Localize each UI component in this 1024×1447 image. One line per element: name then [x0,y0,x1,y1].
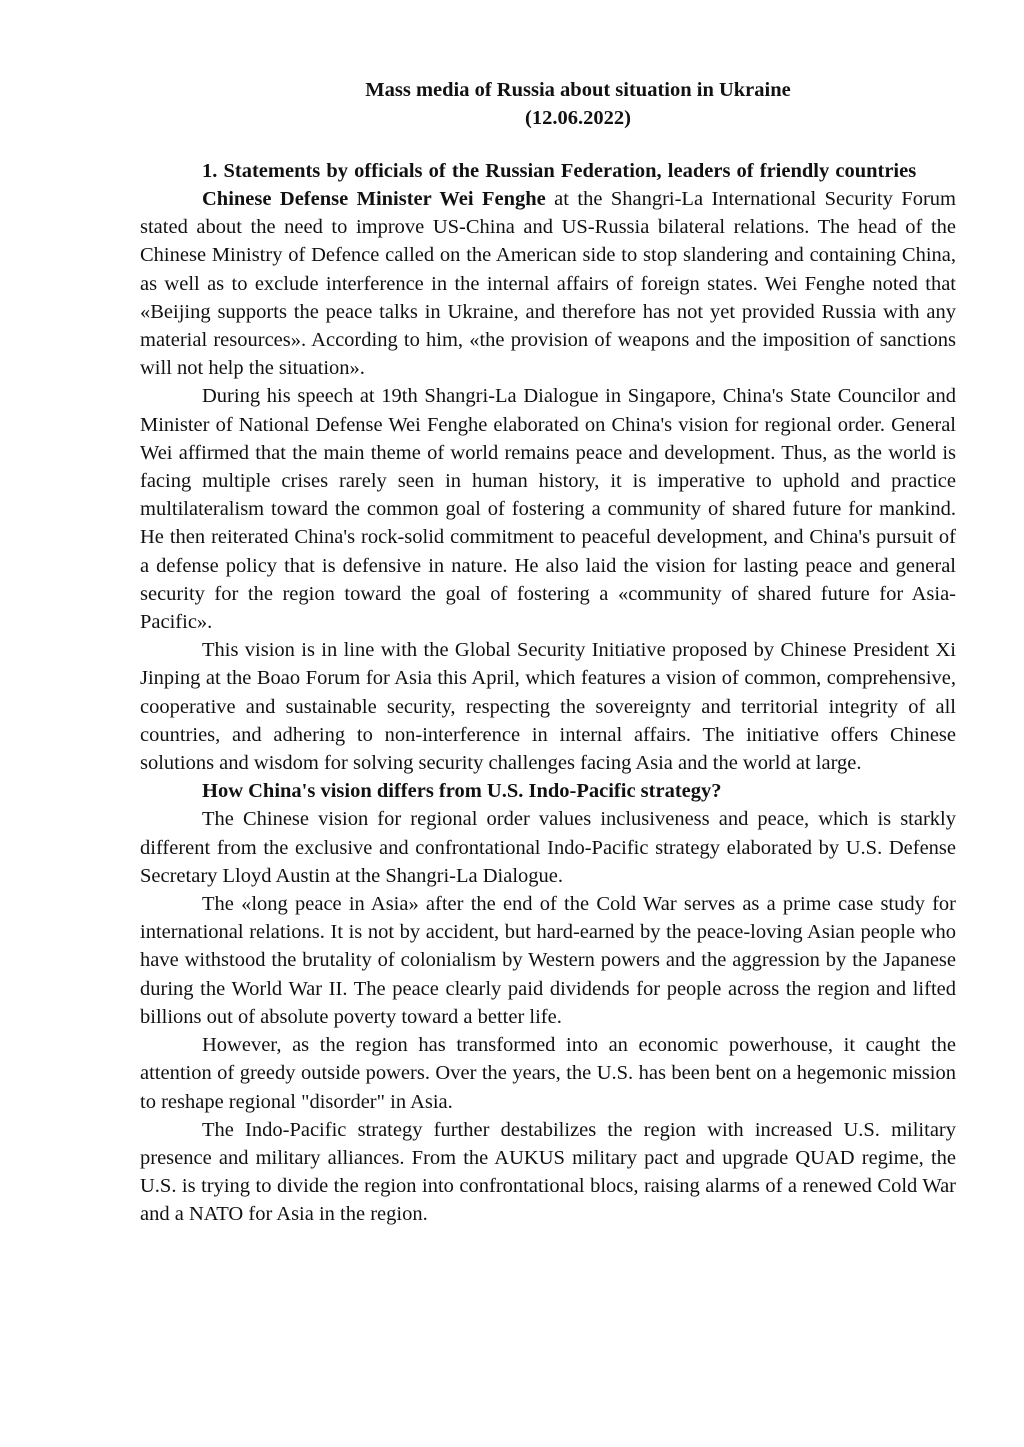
paragraph-lead: Chinese Defense Minister Wei Fenghe [202,188,546,210]
title-date: (12.06.2022) [525,107,631,129]
subheading: How China's vision differs from U.S. Indo-Pacific strategy? [202,780,722,803]
paragraph-1 [140,185,956,382]
paragraph-5: The «long peace in Asia» after the end of the Cold War serves as a prime case study for international relations. It is not by accident, but hard-earned by the peace-loving Asian people who have withstood the brutality of colonialism by Western powers and the aggression by the Japanese during the World War II. The peace clearly paid dividends for people across the region and lifted billions out of absolute poverty toward a better life. [140,893,956,1028]
paragraph-7: The Indo-Pacific strategy further destabilizes the region with increased U.S. military presence and military alliances. From the AUKUS military pact and upgrade QUAD regime, the U.S. is trying to divide the region into confrontational blocs, raising alarms of a renewed Cold War and a NATO for Asia in the region. [140,1118,956,1226]
title-line-1: Mass media of Russia about situation in Ukraine [365,79,791,101]
paragraph-1-text: at the Shangri-La International Security Forum stated about the need to improve US-China and US-Russia bilateral relations. The head of the Chinese Ministry of Defence called on the American side to stop slandering and containing China, as well as to exclude interference in the internal affairs of foreign states. Wei Fenghe noted that «Beijing supports the peace talks in Ukraine, and therefore has not yet provided Russia with any material resources». According to him, «the provision of weapons and the imposition of sanctions will not help the situation». [140,188,957,380]
document-page [140,76,956,1229]
paragraph-3: This vision is in line with the Global Security Initiative proposed by Chinese President Xi Jinping at the Boao Forum for Asia this April, which features a vision of common, comprehensive, cooperative and sustainable security, respecting the sovereignty and territorial integrity of all countries, and adhering to non-interference in internal affairs. The initiative offers Chinese solutions and wisdom for solving security challenges facing Asia and the world at large. [140,639,956,775]
paragraph-6: However, as the region has transformed into an economic powerhouse, it caught the attention of greedy outside powers. Over the years, the U.S. has been bent on a hegemonic mission to reshape regional "disorder" in Asia. [140,1034,956,1113]
document-title [140,76,956,132]
paragraph-4: The Chinese vision for regional order values inclusiveness and peace, which is starkly different from the exclusive and confrontational Indo-Pacific strategy elaborated by U.S. Defense Secretary Lloyd Austin at the Shangri-La Dialogue. [140,808,956,887]
section-heading: 1. Statements by officials of the Russian Federation, leaders of friendly countries [202,160,917,182]
paragraph-2: During his speech at 19th Shangri-La Dialogue in Singapore, China's State Councilor and Minister of National Defense Wei Fenghe elaborated on China's vision for regional order. General Wei affirmed that the main theme of world remains peace and development. Thus, as the world is facing multiple crises rarely seen in human history, it is imperative to uphold and practice multilateralism toward the common goal of fostering a community of shared future for mankind. He then reiterated China's rock-solid commitment to peaceful development, and China's pursuit of a defense policy that is defensive in nature. He also laid the vision for lasting peace and general security for the region toward the goal of fostering a «community of shared future for Asia-Pacific». [140,385,956,634]
